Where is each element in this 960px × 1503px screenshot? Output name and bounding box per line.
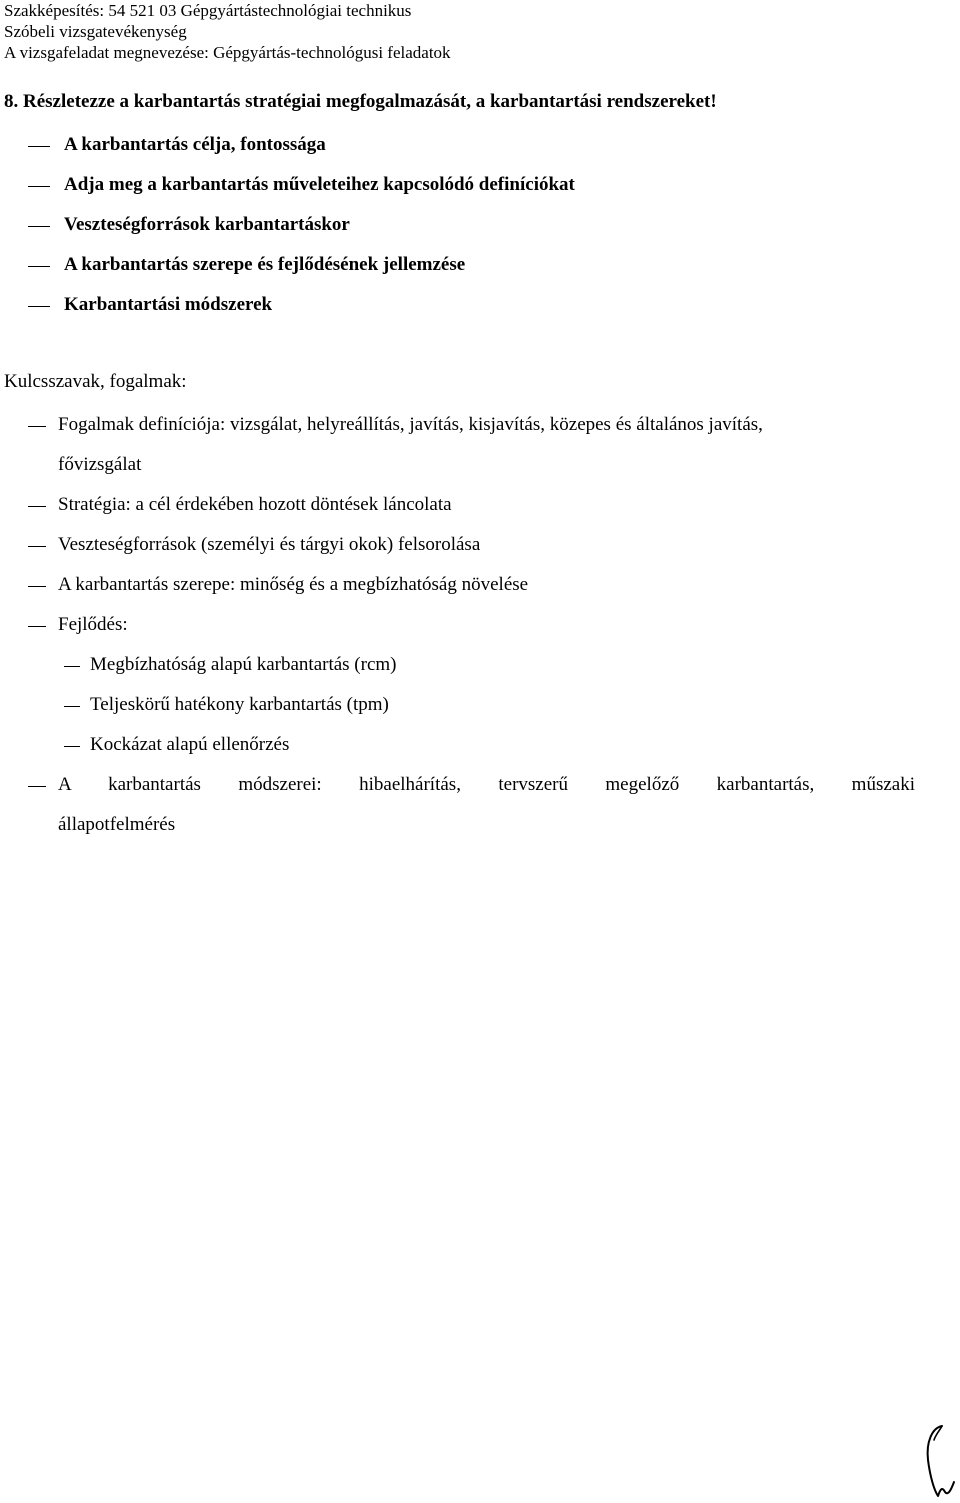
dash-bullet	[28, 146, 50, 147]
header-exam-activity: Szóbeli vizsgatevékenység	[4, 22, 187, 41]
topic-item: Karbantartási módszerek	[64, 294, 273, 315]
dash-bullet	[28, 546, 46, 547]
development-item: Megbízhatóság alapú karbantartás (rcm)	[90, 654, 397, 675]
development-item: Kockázat alapú ellenőrzés	[90, 734, 290, 755]
topic-item: A karbantartás célja, fontossága	[64, 134, 326, 155]
dash-bullet	[28, 306, 50, 307]
dash-bullet	[28, 786, 46, 787]
question-title: 8. Részletezze a karbantartás stratégiai megfogalmazását, a karbantartási rendszereket!	[4, 91, 717, 112]
dash-bullet	[28, 186, 50, 187]
dash-bullet	[28, 506, 46, 507]
keyword-strategy: Stratégia: a cél érdekében hozott döntések láncolata	[58, 494, 452, 515]
header-task-name: A vizsgafeladat megnevezése: Gépgyártás-technológusi feladatok	[4, 43, 451, 62]
topic-item: Veszteségforrások karbantartáskor	[64, 214, 350, 235]
dash-bullet	[64, 746, 80, 747]
dash-bullet	[28, 226, 50, 227]
keyword-methods: A karbantartás módszerei: hibaelhárítás, tervszerű megelőző karbantartás, műszaki	[58, 774, 915, 795]
development-item: Teljeskörű hatékony karbantartás (tpm)	[90, 694, 389, 715]
dash-bullet	[64, 706, 80, 707]
keyword-definitions-continued: fővizsgálat	[58, 454, 142, 475]
keyword-definitions: Fogalmak definíciója: vizsgálat, helyreállítás, javítás, kisjavítás, közepes és általános javítás,	[58, 414, 763, 435]
dash-bullet	[28, 626, 46, 627]
document-header	[4, 0, 451, 63]
keyword-losses: Veszteségforrások (személyi és tárgyi okok) felsorolása	[58, 534, 481, 555]
dash-bullet	[28, 586, 46, 587]
topic-item: Adja meg a karbantartás műveleteihez kapcsolódó definíciókat	[64, 174, 575, 195]
keywords-title: Kulcsszavak, fogalmak:	[4, 371, 187, 392]
dash-bullet	[28, 426, 46, 427]
dash-bullet	[64, 666, 80, 667]
handwritten-signature	[918, 1420, 958, 1500]
keyword-methods-continued: állapotfelmérés	[58, 814, 176, 835]
keyword-development: Fejlődés:	[58, 614, 128, 635]
keyword-role: A karbantartás szerepe: minőség és a megbízhatóság növelése	[58, 574, 529, 595]
topic-item: A karbantartás szerepe és fejlődésének jellemzése	[64, 254, 466, 275]
header-qualification: Szakképesítés: 54 521 03 Gépgyártástechnológiai technikus	[4, 1, 412, 20]
dash-bullet	[28, 266, 50, 267]
